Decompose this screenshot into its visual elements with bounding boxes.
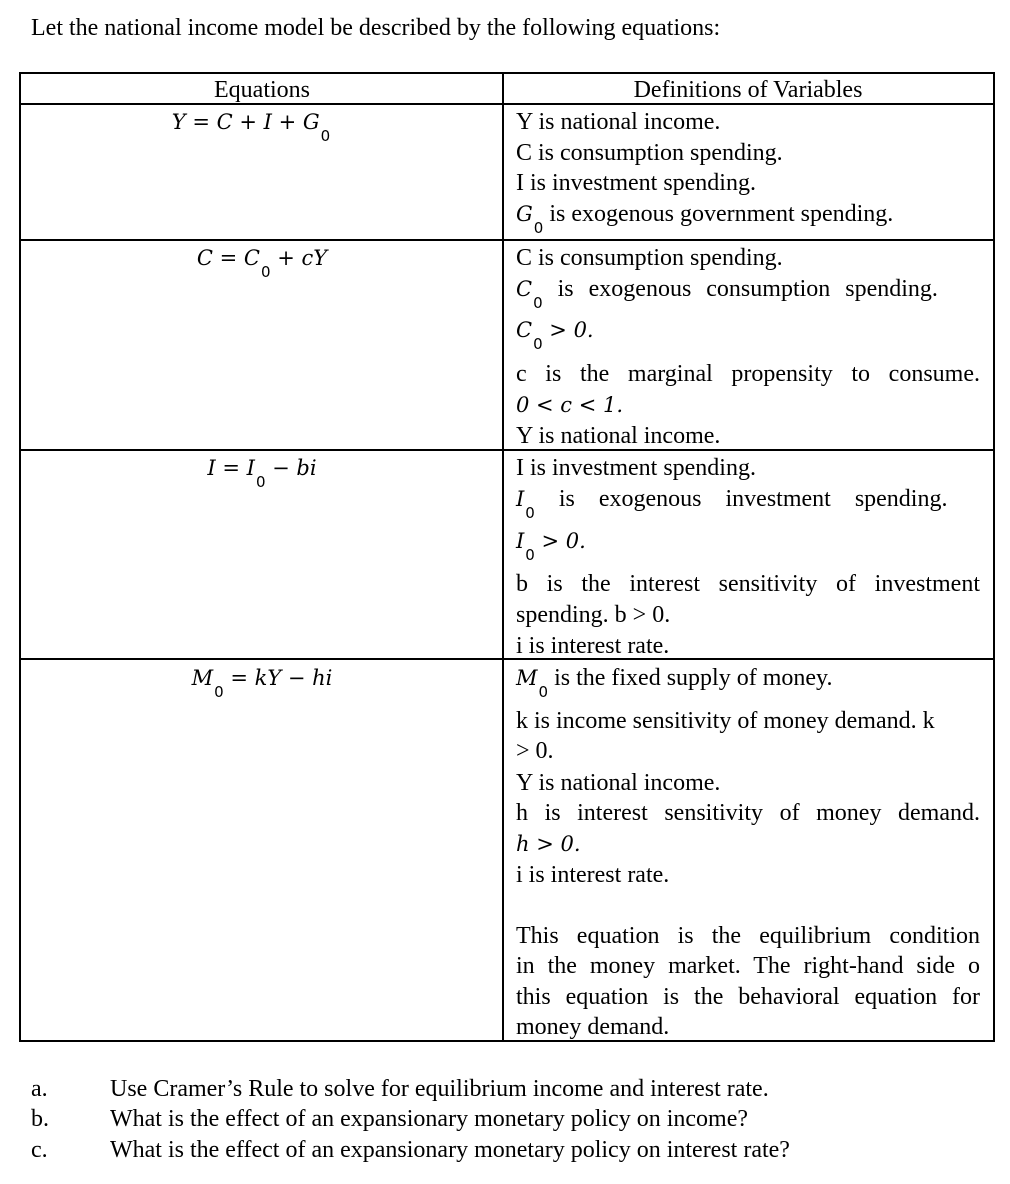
header-definitions: Definitions of Variables	[633, 77, 863, 103]
var: I	[516, 529, 525, 553]
eq-subscript: 0	[214, 683, 224, 701]
definition-line: c is the marginal propensity to consume.	[516, 361, 980, 387]
eq-text: = kY − hi	[223, 666, 333, 690]
eq-subscript: 0	[260, 263, 271, 281]
row-divider	[19, 239, 993, 241]
text: is the fixed supply of money.	[548, 665, 833, 691]
definition-line: money demand.	[516, 1014, 670, 1040]
definition-line	[516, 485, 948, 522]
eq-text: − bi	[265, 456, 317, 480]
var: I	[516, 487, 525, 511]
subscript: 0	[533, 294, 543, 312]
eq-subscript: 0	[320, 127, 331, 145]
text: is exogenous investment spending.	[534, 486, 948, 512]
definition-line: in the money market. The right-hand side o	[516, 953, 980, 979]
var: G	[516, 202, 533, 226]
row-divider	[19, 658, 993, 660]
column-divider	[502, 72, 504, 1040]
subscript: 0	[525, 546, 535, 564]
question-text: What is the effect of an expansionary monetary policy on income?	[110, 1106, 748, 1132]
definition-line: Y is national income.	[516, 109, 721, 135]
eq-subscript: 0	[255, 473, 266, 491]
definition-line	[516, 316, 594, 353]
text: > 0.	[534, 529, 586, 553]
header-equations: Equations	[214, 77, 310, 103]
subscript: 0	[533, 335, 543, 353]
eq-text: M	[191, 666, 214, 690]
question-label: a.	[31, 1076, 48, 1102]
equation-money	[21, 664, 503, 701]
definition-line: > 0.	[516, 738, 554, 764]
definition-line: C is consumption spending.	[516, 245, 783, 271]
equation-consumption	[21, 244, 503, 281]
definition-line	[516, 200, 894, 237]
question-label: c.	[31, 1137, 48, 1163]
intro-text: Let the national income model be described by the following equations:	[31, 15, 721, 41]
definition-line: I is investment spending.	[516, 455, 756, 481]
eq-text: + cY	[270, 246, 328, 270]
definition-line: b is the interest sensitivity of investment	[516, 571, 980, 597]
definition-line	[516, 527, 586, 564]
definition-line: i is interest rate.	[516, 862, 670, 888]
definition-line: Y is national income.	[516, 423, 721, 449]
subscript: 0	[533, 219, 544, 237]
question-label: b.	[31, 1106, 49, 1132]
definition-line: h is interest sensitivity of money demand.	[516, 800, 980, 826]
text: > 0.	[542, 318, 594, 342]
definition-line: C is consumption spending.	[516, 140, 783, 166]
definition-line: h > 0.	[516, 832, 581, 856]
var: M	[516, 666, 538, 690]
definition-line: this equation is the behavioral equation for	[516, 984, 980, 1010]
eq-text: Y = C + I + G	[171, 110, 320, 134]
row-divider	[19, 449, 993, 451]
subscript: 0	[538, 683, 549, 701]
subscript: 0	[525, 504, 535, 522]
definition-line: k is income sensitivity of money demand. k	[516, 708, 935, 734]
definition-line: Y is national income.	[516, 770, 721, 796]
definition-line: spending. b > 0.	[516, 602, 671, 628]
definition-line: i is interest rate.	[516, 633, 670, 659]
equation-investment	[21, 454, 503, 491]
equation-income	[10, 108, 492, 145]
text: is exogenous consumption spending.	[542, 276, 938, 302]
definition-line: 0 < c < 1.	[516, 393, 624, 417]
question-text: What is the effect of an expansionary monetary policy on interest rate?	[110, 1137, 790, 1163]
text: is exogenous government spending.	[543, 201, 894, 227]
definition-line: I is investment spending.	[516, 170, 756, 196]
definition-line	[516, 275, 938, 312]
definition-line: This equation is the equilibrium condition	[516, 923, 980, 949]
eq-text: C = C	[196, 246, 260, 270]
var: C	[516, 318, 533, 342]
var: C	[516, 277, 533, 301]
eq-text: I = I	[207, 456, 255, 480]
definition-line	[516, 664, 833, 701]
question-text: Use Cramer’s Rule to solve for equilibrium income and interest rate.	[110, 1076, 769, 1102]
